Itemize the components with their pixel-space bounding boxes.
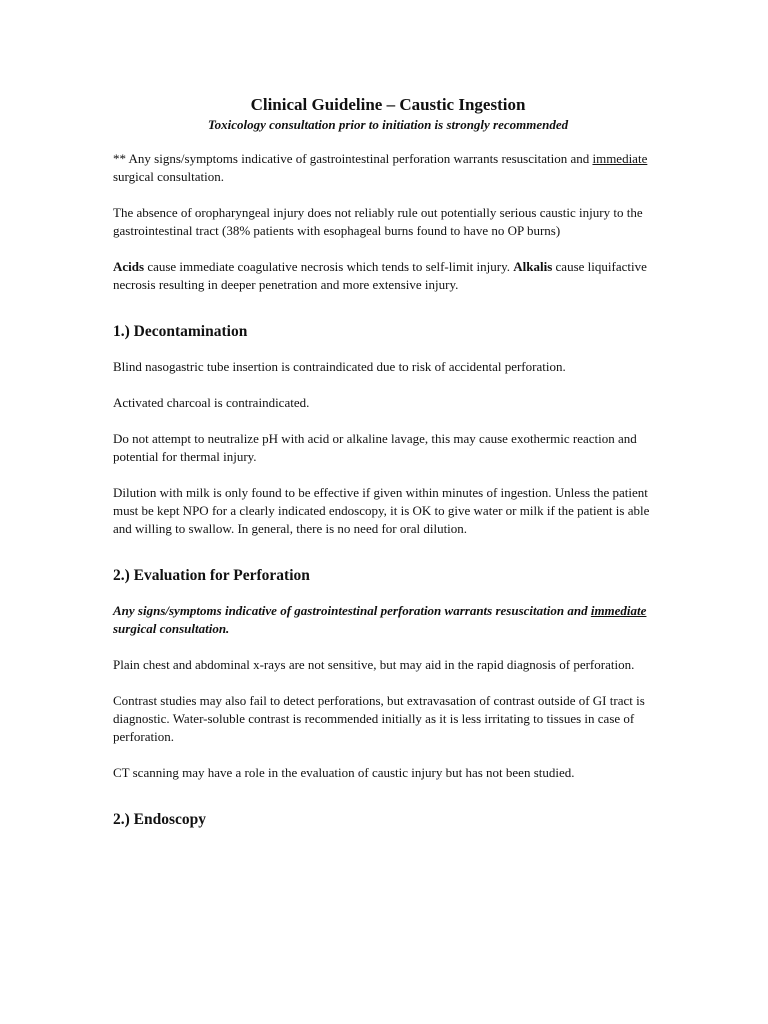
warning-text-post: surgical consultation. <box>113 169 224 184</box>
alkalis-label: Alkalis <box>513 259 553 274</box>
perforation-section-warning <box>113 602 663 638</box>
perforation-warning-pre: Any signs/symptoms indicative of gastrointestinal perforation warrants resuscitation and <box>113 603 591 618</box>
section-heading-endoscopy: 2.) Endoscopy <box>113 811 207 828</box>
page-subtitle: Toxicology consultation prior to initiation is strongly recommended <box>207 117 569 132</box>
perforation-paragraph-2: Contrast studies may also fail to detect perforations, but extravasation of contrast outside of GI tract is diagnostic. Water-soluble contrast is recommended initially as it is less irritating to tissues in case of perforation. <box>113 693 645 744</box>
decontamination-paragraph-3: Do not attempt to neutralize pH with acid or alkaline lavage, this may cause exothermic reaction and potential for thermal injury. <box>113 431 637 464</box>
perforation-paragraph-3: CT scanning may have a role in the evaluation of caustic injury but has not been studied. <box>113 765 575 780</box>
acids-text: cause immediate coagulative necrosis which tends to self-limit injury. <box>144 259 514 274</box>
document-page <box>113 94 663 846</box>
perforation-warning <box>113 150 663 186</box>
alkalis-text: cause liquifactive necrosis resulting in deeper penetration and more extensive injury. <box>113 259 647 292</box>
acids-label: Acids <box>113 259 145 274</box>
perforation-warning-emphasis: immediate <box>590 603 647 618</box>
perforation-paragraph-1: Plain chest and abdominal x-rays are not sensitive, but may aid in the rapid diagnosis of perforation. <box>113 657 635 672</box>
warning-emphasis: immediate <box>592 151 648 166</box>
acids-alkalis-paragraph <box>113 258 663 294</box>
page-title: Clinical Guideline – Caustic Ingestion <box>250 95 526 114</box>
decontamination-paragraph-1: Blind nasogastric tube insertion is contraindicated due to risk of accidental perforation. <box>113 359 566 374</box>
section-heading-perforation: 2.) Evaluation for Perforation <box>113 567 310 584</box>
decontamination-paragraph-2: Activated charcoal is contraindicated. <box>113 395 310 410</box>
absence-paragraph: The absence of oropharyngeal injury does not reliably rule out potentially serious caustic injury to the gastrointestinal tract (38% patients with esophageal burns found to have no OP burns) <box>113 205 643 238</box>
decontamination-paragraph-4: Dilution with milk is only found to be effective if given within minutes of ingestion. Unless the patient must be kept NPO for a clearly indicated endoscopy, it is OK to give water or milk if the patient is able and willing to swallow. In general, there is no need for oral dilution. <box>113 485 650 536</box>
warning-text-pre: ** Any signs/symptoms indicative of gastrointestinal perforation warrants resuscitation and <box>113 151 593 166</box>
perforation-warning-post: surgical consultation. <box>113 621 230 636</box>
section-heading-decontamination: 1.) Decontamination <box>113 323 248 340</box>
